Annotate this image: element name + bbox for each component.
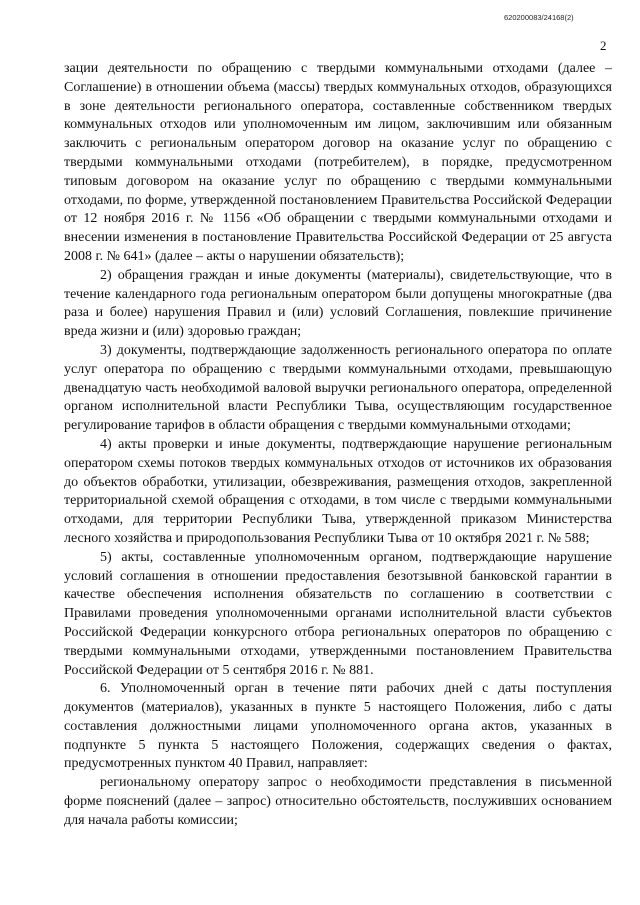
document-body [64, 60, 612, 831]
paragraph-item-3: 3) документы, подтверждающие задолженность регионального оператора по оплате услуг оператора по обращению с твердыми коммунальными отходами, превышающую двенадцатую часть необходимой валовой выручки регионального оператора, определенной органом исполнительной власти Республики Тыва, осуществляющим государственное регулирование тарифов в области обращения с твердыми коммунальными отходами; [64, 342, 612, 434]
paragraph-continuation: зации деятельности по обращению с твердыми коммунальными отходами (далее – Соглашение) в отношении объема (массы) твердых коммунальных отходов, образующихся в зоне деятельности регионального оператора, составленные собственником твердых коммунальных отходов или уполномоченным им лицом, заключившим или обязанным заключить с региональным оператором договор на оказание услуг по обращению с твердыми коммунальными отходами (потребителем), в порядке, предусмотренном типовым договором на оказание услуг по обращению с твердыми коммунальными отходами, по форме, утвержденной постановлением Правительства Российской Федерации от 12 ноября 2016 г. № 1156 «Об обращении с твердыми коммунальными отходами и внесении изменения в постановление Правительства Российской Федерации от 25 августа 2008 г. № 641» (далее – акты о нарушении обязательств); [64, 61, 612, 264]
document-id: 620200083/24168(2) [504, 13, 574, 22]
paragraph-request: региональному оператору запрос о необходимости представления в письменной форме пояснений (далее – запрос) относительно обстоятельств, послуживших основанием для начала работы комиссии; [64, 775, 612, 828]
paragraph-clause-6: 6. Уполномоченный орган в течение пяти рабочих дней с даты поступления документов (материалов), указанных в пункте 5 настоящего Положения, либо с даты составления должностными лицами уполномоченного органа актов, указанных в подпункте 5 пункта 5 настоящего Положения, содержащих сведения о фактах, предусмотренных пунктом 40 Правил, направляет: [64, 681, 612, 772]
page-number: 2 [600, 38, 607, 53]
paragraph-item-5: 5) акты, составленные уполномоченным органом, подтверждающие нарушение условий соглашения в отношении предоставления безотзывной банковской гарантии в качестве обеспечения исполнения обязательств по соглашению в соответствии с Правилами проведения уполномоченными органами исполнительной власти субъектов Российской Федерации конкурсного отбора региональных операторов по обращению с твердыми коммунальными отходами, утвержденными постановлением Правительства Российской Федерации от 5 сентября 2016 г. № 881. [64, 549, 612, 678]
paragraph-item-2: 2) обращения граждан и иные документы (материалы), свидетельствующие, что в течение календарного года региональным оператором были допущены многократные (два раза и более) нарушения Правил и (или) условий Соглашения, повлекшие причинение вреда жизни и (или) здоровью граждан; [64, 267, 612, 340]
paragraph-item-4: 4) акты проверки и иные документы, подтверждающие нарушение региональным оператором схемы потоков твердых коммунальных отходов от источников их образования до объектов обработки, утилизации, обезвреживания, размещения отходов, закрепленной территориальной схемой обращения с отходами, в том числе с твердыми коммунальными отходами, для территории Республики Тыва, утвержденной приказом Министерства лесного хозяйства и природопользования Республики Тыва от 10 октября 2021 г. № 588; [64, 436, 612, 546]
